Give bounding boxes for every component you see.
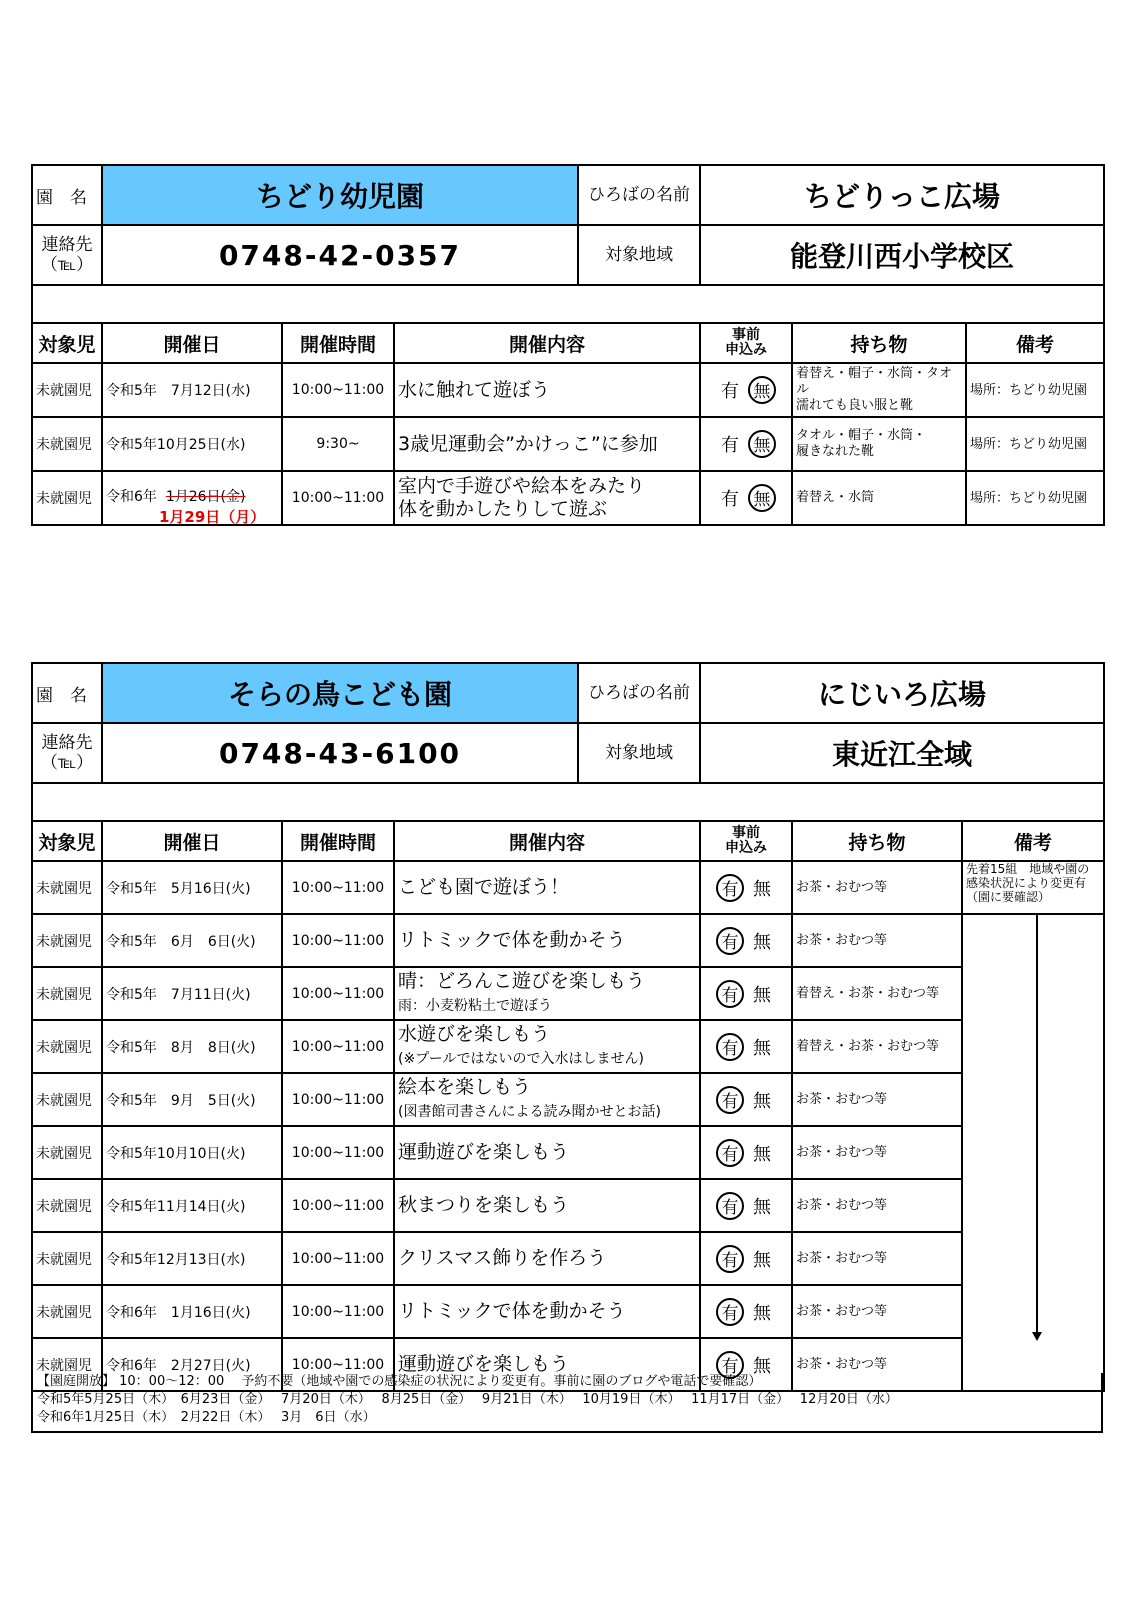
items-cell: 着替え・水筒 — [792, 471, 966, 525]
chidori-table — [31, 164, 1105, 526]
date-cell: 令和5年 5月16日(火) — [102, 861, 282, 914]
target-cell: 未就園児 — [32, 1232, 102, 1285]
apply-cell — [700, 363, 792, 417]
time-cell: 10:00~11:00 — [282, 1073, 394, 1126]
time-cell: 10:00~11:00 — [282, 1020, 394, 1073]
table-row — [32, 363, 1104, 417]
apply-cell — [700, 967, 792, 1020]
time-cell: 10:00~11:00 — [282, 363, 394, 417]
apply-yes-circled: 有 — [716, 874, 744, 902]
target-cell: 未就園児 — [32, 861, 102, 914]
content-cell: クリスマス飾りを作ろう — [394, 1232, 700, 1285]
items-cell: 着替え・帽子・水筒・タオル 濡れても良い服と靴 — [792, 363, 966, 417]
schedule-body — [32, 861, 1104, 1391]
date-cell: 令和5年 8月 8日(火) — [102, 1020, 282, 1073]
apply-cell — [700, 471, 792, 525]
col-notes: 備考 — [966, 323, 1104, 363]
apply-no: 無 — [753, 931, 772, 953]
content-cell: 秋まつりを楽しもう — [394, 1179, 700, 1232]
date-cell: 令和5年 6月 6日(火) — [102, 914, 282, 967]
spacer-row — [32, 285, 1104, 323]
time-cell: 10:00~11:00 — [282, 1338, 394, 1391]
note-cell — [962, 1179, 1104, 1232]
section-chidori — [31, 164, 1103, 526]
apply-cell — [700, 1126, 792, 1179]
target-cell: 未就園児 — [32, 471, 102, 525]
items-cell: お茶・おむつ等 — [792, 1126, 962, 1179]
arrow-down-icon — [1032, 1332, 1042, 1341]
note-cell — [962, 967, 1104, 1020]
apply-no-circled: 無 — [748, 430, 776, 458]
content-cell: リトミックで体を動かそう — [394, 1285, 700, 1338]
content-cell: 水遊びを楽しもう (※プールではないので入水はしません) — [394, 1020, 700, 1073]
target-cell: 未就園児 — [32, 1020, 102, 1073]
items-cell: お茶・おむつ等 — [792, 1285, 962, 1338]
table-row — [32, 1020, 1104, 1073]
apply-yes-circled: 有 — [716, 1086, 744, 1114]
note-cell — [962, 914, 1104, 967]
items-cell: タオル・帽子・水筒・ 履きなれた靴 — [792, 417, 966, 471]
target-cell: 未就園児 — [32, 363, 102, 417]
date-cell: 令和5年10月25日(水) — [102, 417, 282, 471]
continuation-arrow-line — [1036, 914, 1038, 1334]
apply-yes-circled: 有 — [716, 1139, 744, 1167]
col-items: 持ち物 — [792, 821, 962, 861]
date-cell: 令和6年 1月16日(火) — [102, 1285, 282, 1338]
time-cell: 10:00~11:00 — [282, 914, 394, 967]
apply-no: 無 — [753, 1090, 772, 1112]
note-cell: 場所：ちどり幼児園 — [966, 363, 1104, 417]
content-cell: 運動遊びを楽しもう — [394, 1126, 700, 1179]
garden-open-footer — [31, 1373, 1103, 1433]
apply-no-circled: 無 — [748, 484, 776, 512]
col-apply: 事前 申込み — [700, 323, 792, 363]
apply-cell — [700, 1073, 792, 1126]
garden-name-label: 園 名 — [32, 165, 102, 225]
note-cell — [962, 1020, 1104, 1073]
date-cell: 令和5年 9月 5日(火) — [102, 1073, 282, 1126]
col-target: 対象児 — [32, 323, 102, 363]
content-cell: 水に触れて遊ぼう — [394, 363, 700, 417]
apply-no: 無 — [753, 1355, 772, 1377]
target-cell: 未就園児 — [32, 967, 102, 1020]
soranotori-table — [31, 662, 1105, 1392]
apply-yes-circled: 有 — [716, 927, 744, 955]
table-row — [32, 861, 1104, 914]
time-cell: 10:00~11:00 — [282, 1179, 394, 1232]
date-cell: 令和5年12月13日(水) — [102, 1232, 282, 1285]
apply-yes: 有 — [721, 435, 739, 456]
time-cell: 10:00~11:00 — [282, 1232, 394, 1285]
apply-no: 無 — [753, 984, 772, 1006]
col-target: 対象児 — [32, 821, 102, 861]
apply-yes-circled: 有 — [716, 1351, 744, 1379]
date-struck: 1月26日(金) — [165, 489, 246, 505]
apply-yes-circled: 有 — [716, 1298, 744, 1326]
table-row — [32, 1179, 1104, 1232]
apply-no-circled: 無 — [748, 376, 776, 404]
note-cell — [962, 1285, 1104, 1338]
phone-number: 0748-42-0357 — [102, 225, 578, 285]
apply-no: 無 — [753, 1143, 772, 1165]
date-cell: 令和5年11月14日(火) — [102, 1179, 282, 1232]
hiroba-name-label: ひろばの名前 — [578, 165, 700, 225]
col-time: 開催時間 — [282, 323, 394, 363]
footer-line-2: 令和5年5月25日（木） 6月23日（金） 7月20日（木） 8月25日（金） 9月21日（木） 10月19日（木） 11月17日（金） 12月20日（水） — [37, 1392, 898, 1407]
apply-cell — [700, 861, 792, 914]
target-cell: 未就園児 — [32, 1126, 102, 1179]
col-content: 開催内容 — [394, 821, 700, 861]
garden-name-label: 園 名 — [32, 663, 102, 723]
garden-name: そらの鳥こども園 — [102, 663, 578, 723]
target-area: 東近江全域 — [700, 723, 1104, 783]
col-date: 開催日 — [102, 821, 282, 861]
col-time: 開催時間 — [282, 821, 394, 861]
items-cell: お茶・おむつ等 — [792, 1232, 962, 1285]
note-cell — [962, 1073, 1104, 1126]
col-notes: 備考 — [962, 821, 1104, 861]
apply-cell — [700, 1232, 792, 1285]
date-cell: 令和6年 1月26日(金) — [102, 471, 282, 525]
table-row — [32, 1126, 1104, 1179]
note-cell: 先着15組 地域や園の感染状況により変更有（園に要確認） — [962, 861, 1104, 914]
apply-yes-circled: 有 — [716, 1033, 744, 1061]
time-cell: 10:00~11:00 — [282, 1126, 394, 1179]
date-cell: 令和6年 2月27日(火) — [102, 1338, 282, 1391]
content-cell: 絵本を楽しもう (図書館司書さんによる読み聞かせとお話) — [394, 1073, 700, 1126]
content-cell: リトミックで体を動かそう — [394, 914, 700, 967]
apply-cell — [700, 914, 792, 967]
hiroba-name: にじいろ広場 — [700, 663, 1104, 723]
content-cell: 運動遊びを楽しもう — [394, 1338, 700, 1391]
target-cell: 未就園児 — [32, 1285, 102, 1338]
col-date: 開催日 — [102, 323, 282, 363]
note-cell — [962, 1126, 1104, 1179]
target-cell: 未就園児 — [32, 914, 102, 967]
table-row — [32, 914, 1104, 967]
time-cell: 10:00~11:00 — [282, 1285, 394, 1338]
date-cell: 令和5年 7月11日(火) — [102, 967, 282, 1020]
apply-yes: 有 — [721, 381, 739, 402]
area-label: 対象地域 — [578, 225, 700, 285]
apply-cell — [700, 1285, 792, 1338]
phone-number: 0748-43-6100 — [102, 723, 578, 783]
items-cell: お茶・おむつ等 — [792, 914, 962, 967]
items-cell: お茶・おむつ等 — [792, 1179, 962, 1232]
apply-cell — [700, 417, 792, 471]
hiroba-name-label: ひろばの名前 — [578, 663, 700, 723]
date-cell: 令和5年10月10日(火) — [102, 1126, 282, 1179]
content-cell: 3歳児運動会”かけっこ”に参加 — [394, 417, 700, 471]
apply-yes-circled: 有 — [716, 1245, 744, 1273]
content-cell: 晴：どろんこ遊びを楽しもう 雨：小麦粉粘土で遊ぼう — [394, 967, 700, 1020]
apply-yes: 有 — [721, 489, 739, 510]
apply-cell — [700, 1020, 792, 1073]
col-apply: 事前 申込み — [700, 821, 792, 861]
col-items: 持ち物 — [792, 323, 966, 363]
apply-no: 無 — [753, 1249, 772, 1271]
target-area: 能登川西小学校区 — [700, 225, 1104, 285]
footer-line-1: 【園庭開放】 10：00～12：00 予約不要（地域や園での感染症の状況により変更有。事前に園のブログや電話で要確認） — [37, 1374, 762, 1389]
apply-yes-circled: 有 — [716, 1192, 744, 1220]
time-cell: 10:00~11:00 — [282, 471, 394, 525]
note-cell: 場所：ちどり幼児園 — [966, 417, 1104, 471]
table-row — [32, 417, 1104, 471]
apply-no: 無 — [753, 878, 772, 900]
note-cell: 場所：ちどり幼児園 — [966, 471, 1104, 525]
contact-label: 連絡先 （℡） — [32, 723, 102, 783]
date-cell: 令和5年 7月12日(水) — [102, 363, 282, 417]
apply-cell — [700, 1179, 792, 1232]
target-cell: 未就園児 — [32, 417, 102, 471]
content-cell: 室内で手遊びや絵本をみたり 体を動かしたりして遊ぶ — [394, 471, 700, 525]
time-cell: 10:00~11:00 — [282, 861, 394, 914]
time-cell: 10:00~11:00 — [282, 967, 394, 1020]
time-cell: 9:30~ — [282, 417, 394, 471]
garden-name: ちどり幼児園 — [102, 165, 578, 225]
items-cell: お茶・おむつ等 — [792, 861, 962, 914]
section-soranotori — [31, 662, 1103, 1392]
target-cell: 未就園児 — [32, 1073, 102, 1126]
apply-no: 無 — [753, 1196, 772, 1218]
col-content: 開催内容 — [394, 323, 700, 363]
apply-yes-circled: 有 — [716, 980, 744, 1008]
table-row — [32, 1232, 1104, 1285]
contact-label: 連絡先 （℡） — [32, 225, 102, 285]
table-row — [32, 967, 1104, 1020]
items-cell: お茶・おむつ等 — [792, 1338, 962, 1391]
spacer-row — [32, 783, 1104, 821]
table-row — [32, 1073, 1104, 1126]
items-cell: 着替え・お茶・おむつ等 — [792, 1020, 962, 1073]
note-cell — [962, 1232, 1104, 1285]
target-cell: 未就園児 — [32, 1338, 102, 1391]
apply-no: 無 — [753, 1037, 772, 1059]
table-row — [32, 1285, 1104, 1338]
content-cell: こども園で遊ぼう！ — [394, 861, 700, 914]
corrected-date: 1月29日（月） — [159, 508, 266, 526]
footer-line-3: 令和6年1月25日（木） 2月22日（木） 3月 6日（水） — [37, 1410, 376, 1425]
apply-no: 無 — [753, 1302, 772, 1324]
items-cell: 着替え・お茶・おむつ等 — [792, 967, 962, 1020]
hiroba-name: ちどりっこ広場 — [700, 165, 1104, 225]
target-cell: 未就園児 — [32, 1179, 102, 1232]
items-cell: お茶・おむつ等 — [792, 1073, 962, 1126]
area-label: 対象地域 — [578, 723, 700, 783]
